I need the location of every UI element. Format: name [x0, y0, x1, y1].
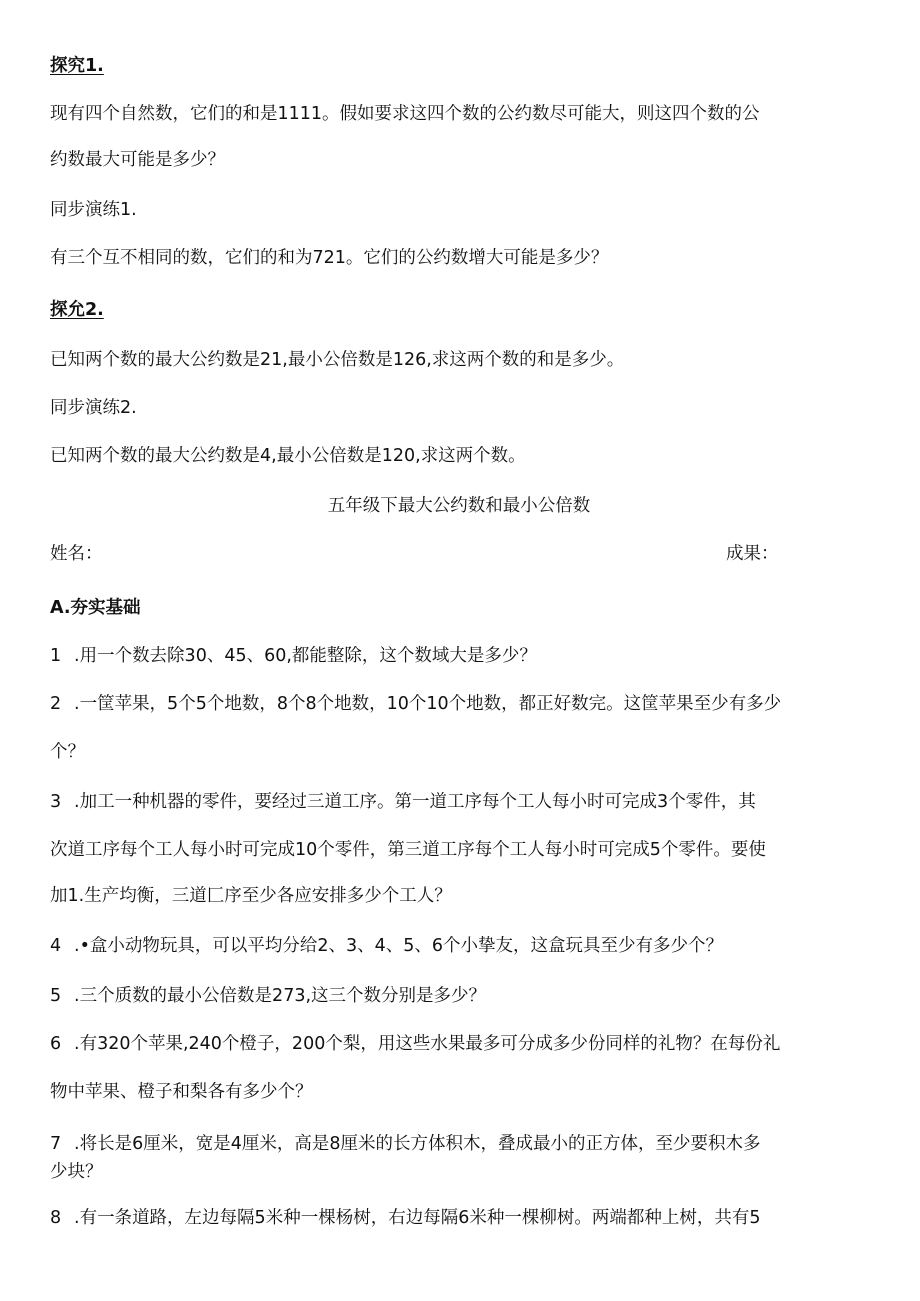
question-8-text: .有一条道路，左边每隔5米种一棵杨树，右边每隔6米种一棵柳树。两端都种上树，共有5 — [74, 1208, 761, 1228]
question-3-line-3: 加1.生产均衡，三道匚序至少各应安排多少个工人？ — [50, 886, 452, 906]
question-5-text: .三个质数的最小公倍数是273,这三个数分别是多少？ — [74, 986, 487, 1006]
question-5-line-1 — [50, 984, 868, 1008]
question-4-text: .•盒小动物玩具，可以平均分给2、3、4、5、6个小挚友，这盒玩具至少有多少个？ — [74, 936, 724, 956]
question-2-number: 2 — [50, 694, 62, 714]
question-4-number: 4 — [50, 936, 62, 956]
question-6-line-1 — [50, 1032, 868, 1056]
question-4-line-1 — [50, 934, 868, 958]
score-label: 成果： — [726, 544, 779, 564]
explore1-problem-line2: 约数最大可能是多少？ — [50, 150, 225, 170]
question-2-line-1 — [50, 692, 868, 716]
question-7-text: .将长是6厘米，宽是4厘米，高是8厘米的长方体积木，叠成最小的正方体，至少要积木多 — [74, 1134, 761, 1154]
name-label: 姓名： — [50, 544, 103, 564]
question-6-text: .有320个苹果,240个橙子，200个梨，用这些水果最多可分成多少份同样的礼物？在每份礼 — [74, 1034, 781, 1054]
question-1-text: .用一个数去除30、45、60,都能整除，这个数域大是多少？ — [74, 646, 537, 666]
explore1-practice-label: 同步演练1. — [50, 200, 137, 220]
question-8-number: 8 — [50, 1208, 62, 1228]
section-a-heading: A.夯实基础 — [50, 598, 141, 618]
explore1-problem-line1: 现有四个自然数，它们的和是1111。假如要求这四个数的公约数尽可能大，则这四个数的公 — [50, 104, 760, 124]
question-8-line-1 — [50, 1206, 868, 1230]
question-1-number: 1 — [50, 646, 62, 666]
question-5-number: 5 — [50, 986, 62, 1006]
worksheet-title: 五年级下最大公约数和最小公倍数 — [327, 496, 591, 516]
question-6-line-2: 物中苹果、橙子和梨各有多少个？ — [50, 1082, 313, 1102]
question-7-line-1 — [50, 1132, 868, 1156]
name-score-row — [50, 542, 868, 566]
explore2-heading: 探允2. — [50, 300, 104, 320]
explore2-practice-text: 已知两个数的最大公约数是4,最小公倍数是120,求这两个数。 — [50, 446, 526, 466]
question-3-text: .加工一种机器的零件，要经过三道工序。第一道工序每个工人每小时可完成3个零件，其 — [74, 792, 756, 812]
explore2-problem: 已知两个数的最大公约数是21,最小公倍数是126,求这两个数的和是多少。 — [50, 350, 625, 370]
question-1-line-1 — [50, 644, 868, 668]
question-6-number: 6 — [50, 1034, 62, 1054]
question-3-number: 3 — [50, 792, 62, 812]
explore2-practice-label: 同步演练2. — [50, 398, 137, 418]
explore1-heading: 探究1. — [50, 56, 104, 76]
explore1-practice-text: 有三个互不相同的数，它们的和为721。它们的公约数增大可能是多少？ — [50, 248, 609, 268]
question-3-line-1 — [50, 790, 868, 814]
question-2-text: .一筐苹果，5个5个地数，8个8个地数，10个10个地数，都正好数完。这筐苹果至少有多少 — [74, 694, 782, 714]
question-7-number: 7 — [50, 1134, 62, 1154]
question-3-line-2: 次道工序每个工人每小时可完成10个零件，第三道工序每个工人每小时可完成5个零件。要使 — [50, 840, 766, 860]
question-7-line-2: 少块？ — [50, 1162, 103, 1182]
question-2-line-2: 个？ — [50, 742, 85, 762]
